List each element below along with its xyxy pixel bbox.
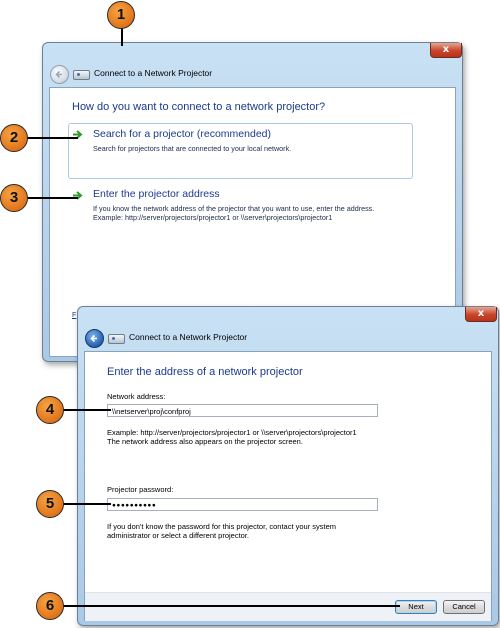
network-address-input[interactable]: \\netserver\proj\confproj	[107, 404, 378, 417]
option-search-projector[interactable]	[68, 123, 413, 179]
option-description-line1: If you know the network address of the projector that you want to use, enter the address.	[93, 204, 375, 213]
callout-leader	[63, 503, 111, 505]
window-title: Connect to a Network Projector	[129, 332, 248, 342]
option-title: Search for a projector (recommended)	[93, 128, 271, 140]
option-enter-address[interactable]	[68, 186, 411, 230]
close-icon: x	[442, 44, 450, 55]
network-address-label: Network address:	[107, 392, 166, 401]
close-icon: x	[477, 308, 485, 319]
page-heading: How do you want to connect to a network projector?	[72, 101, 326, 113]
callout-6: 6	[36, 592, 64, 620]
callout-2: 2	[0, 124, 28, 152]
callout-4: 4	[36, 396, 64, 424]
close-button[interactable]	[430, 43, 462, 58]
window-content	[84, 351, 492, 621]
option-description-line2: Example: http://server/projectors/projector1 or \\server\projectors\projector1	[93, 213, 333, 222]
network-projector-icon	[73, 70, 90, 80]
option-description: Search for projectors that are connected to your local network.	[93, 144, 292, 153]
cancel-button[interactable]: Cancel	[443, 600, 485, 614]
window-title: Connect to a Network Projector	[94, 68, 213, 78]
next-button[interactable]: Next	[395, 600, 437, 614]
option-title: Enter the projector address	[93, 188, 220, 200]
partial-link[interactable]: F	[72, 310, 77, 319]
callout-1: 1	[107, 1, 135, 29]
back-arrow-icon	[54, 69, 65, 80]
callout-leader	[27, 137, 78, 139]
callout-leader	[63, 409, 111, 411]
close-button[interactable]	[465, 307, 497, 322]
callout-3: 3	[0, 184, 28, 212]
callout-leader	[121, 27, 123, 46]
callout-5: 5	[36, 490, 64, 518]
password-input[interactable]: ●●●●●●●●●●	[107, 498, 378, 511]
connect-window-2	[77, 306, 499, 626]
back-button[interactable]	[85, 329, 104, 348]
page-heading: Enter the address of a network projector	[107, 366, 303, 378]
address-note: The network address also appears on the projector screen.	[107, 437, 303, 446]
network-projector-icon	[108, 334, 125, 344]
callout-leader	[63, 605, 400, 607]
password-label: Projector password:	[107, 485, 174, 494]
address-example: Example: http://server/projectors/projector1 or \\server\projectors\projector1	[107, 428, 357, 437]
password-help-line1: If you don't know the password for this projector, contact your system	[107, 522, 337, 531]
callout-leader	[27, 197, 78, 199]
back-button[interactable]	[50, 65, 69, 84]
back-arrow-icon	[89, 333, 100, 344]
password-help-line2: administrator or select a different projector.	[107, 531, 250, 540]
